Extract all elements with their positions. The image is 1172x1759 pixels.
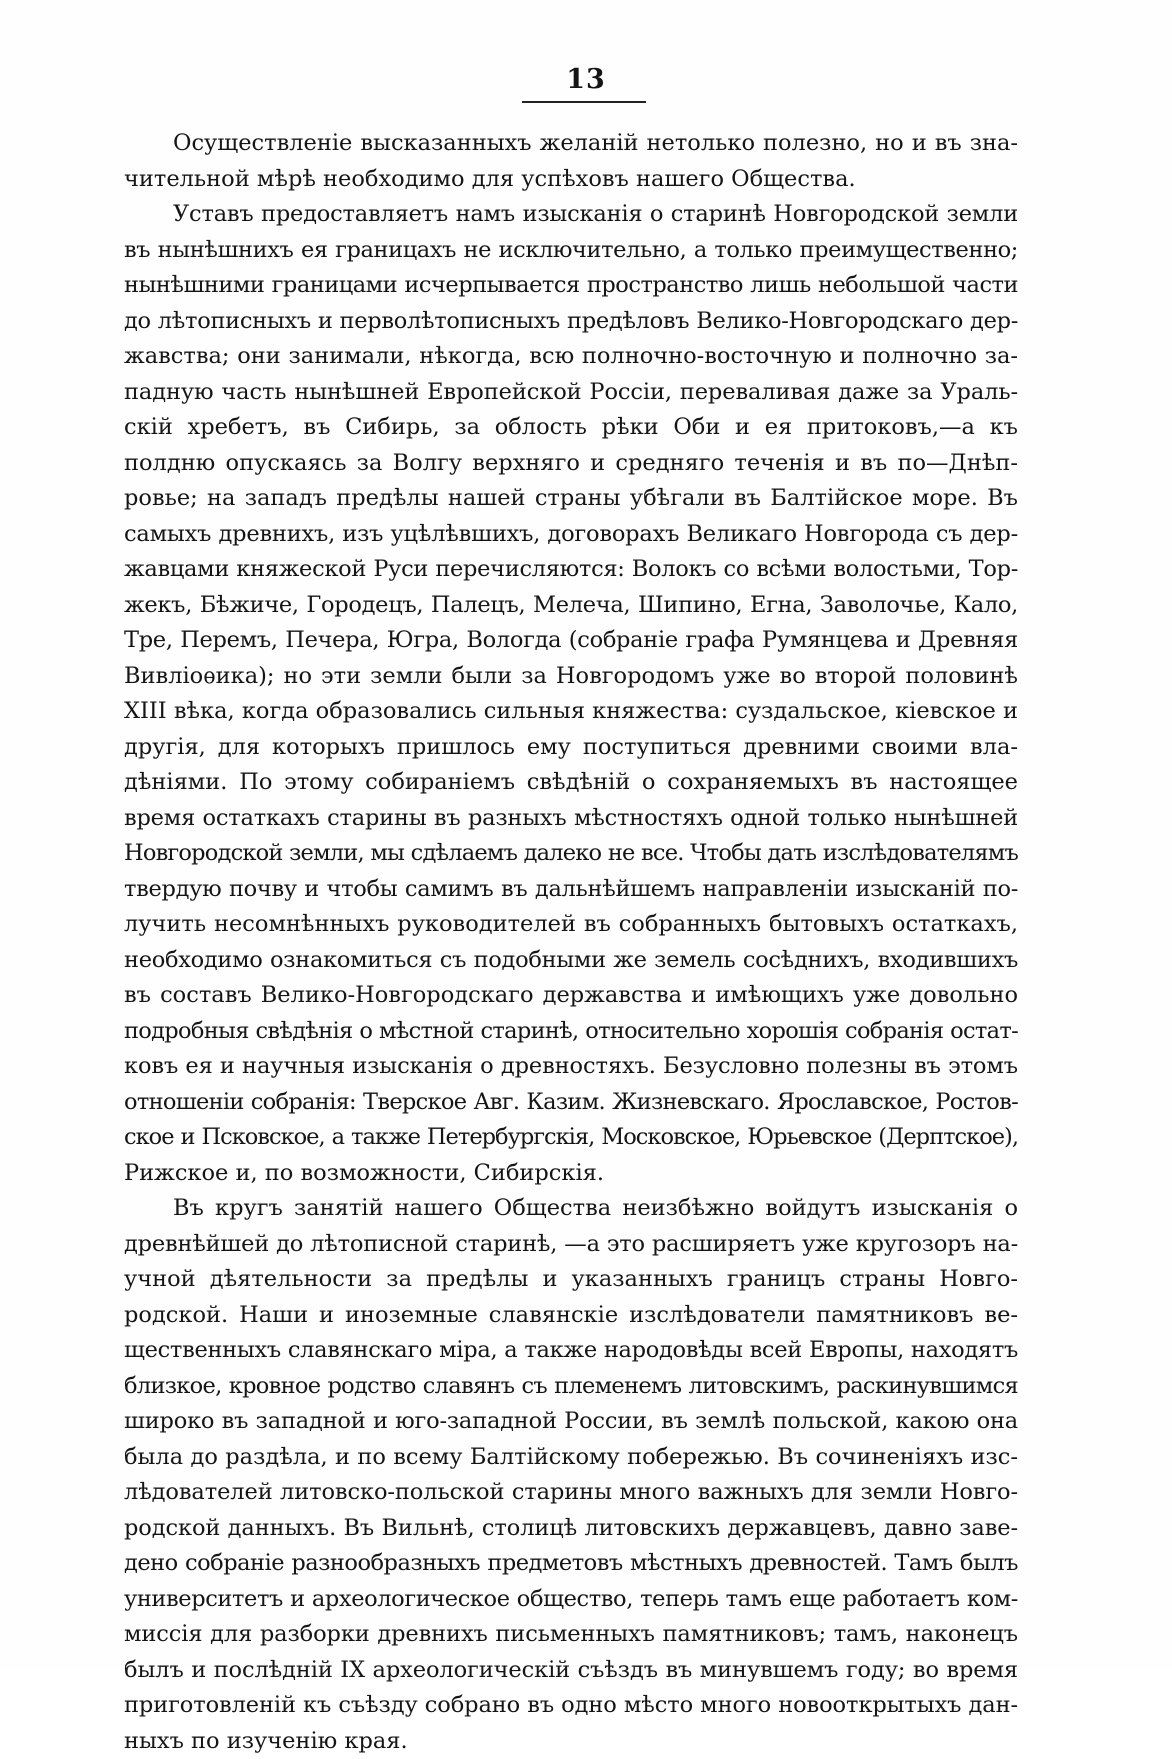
text-line: въ составъ Велико-Новгородскаго державства и имѣющихъ уже довольно (124, 978, 1018, 1014)
text-line: другія, для которыхъ пришлось ему поступиться древними своими вла- (124, 730, 1018, 766)
text-line: до лѣтописныхъ и перволѣтописныхъ предѣловъ Велико-Новгородскаго дер- (124, 304, 1018, 340)
text-line: широко въ западной и юго-западной России, въ землѣ польской, какою она (124, 1404, 1018, 1440)
text-line: близкое, кровное родство славянъ съ племенемъ литовскимъ, раскинувшимся (124, 1369, 1018, 1405)
text-line: ныхъ по изученію края. (124, 1724, 1018, 1759)
body-text (124, 126, 1018, 1759)
text-line: дѣніями. По этому собираніемъ свѣдѣній о сохраняемыхъ въ настоящее (124, 765, 1018, 801)
text-line: отношеніи собранія: Тверское Авг. Казим. Жизневскаго. Ярославское, Ростов- (124, 1085, 1018, 1121)
text-line: жавцами княжеской Руси перечисляются: Волокъ со всѣми волостьми, Тор- (124, 552, 1018, 588)
text-line: Рижское и, по возможности, Сибирскія. (124, 1156, 1018, 1192)
text-line: полдню опускаясь за Волгу верхняго и средняго теченія и въ по—Днѣп- (124, 446, 1018, 482)
text-line: родской данныхъ. Въ Вильнѣ, столицѣ литовскихъ державцевъ, давно заве- (124, 1511, 1018, 1547)
text-line: лучить несомнѣнныхъ руководителей въ собранныхъ бытовыхъ остаткахъ, (124, 907, 1018, 943)
text-line: университетъ и археологическое общество, теперь тамъ еще работаетъ ком- (124, 1582, 1018, 1618)
text-line: Уставъ предоставляетъ намъ изысканія о старинѣ Новгородской земли (124, 197, 1018, 233)
text-line: нынѣшними границами исчерпывается пространство лишь небольшой части (124, 268, 1018, 304)
paragraph (124, 197, 1018, 1191)
text-line: самыхъ древнихъ, изъ уцѣлѣвшихъ, договорахъ Великаго Новгорода съ дер- (124, 517, 1018, 553)
text-line: ковъ ея и научныя изысканія о древностяхъ. Безусловно полезны въ этомъ (124, 1049, 1018, 1085)
paragraph (124, 1191, 1018, 1759)
text-line: ровье; на западъ предѣлы нашей страны убѣгали въ Балтійское море. Въ (124, 481, 1018, 517)
text-line: скій хребетъ, въ Сибирь, за облость рѣки Оби и ея притоковъ,—а къ (124, 410, 1018, 446)
text-line: родской. Наши и иноземные славянскіе изслѣдователи памятниковъ ве- (124, 1298, 1018, 1334)
text-line: Вивліоѳика); но эти земли были за Новгородомъ уже во второй половинѣ (124, 659, 1018, 695)
text-line: приготовленій къ съѣзду собрано въ одно мѣсто много новооткрытыхъ дан- (124, 1688, 1018, 1724)
text-line: лѣдователей литовско-польской старины много важныхъ для земли Новго- (124, 1475, 1018, 1511)
text-line: дено собраніе разнообразныхъ предметовъ мѣстныхъ древностей. Тамъ былъ (124, 1546, 1018, 1582)
page-number-underline (522, 101, 646, 103)
text-line: былъ и послѣдній IX археологическій съѣздъ въ минувшемъ году; во время (124, 1653, 1018, 1689)
text-line: падную часть нынѣшней Европейской Россіи, переваливая даже за Ураль- (124, 375, 1018, 411)
text-line: время остаткахъ старины въ разныхъ мѣстностяхъ одной только нынѣшней (124, 801, 1018, 837)
text-line: XIII вѣка, когда образовались сильныя княжества: суздальское, кіевское и (124, 694, 1018, 730)
text-line: въ нынѣшнихъ ея границахъ не исключительно, а только преимущественно; (124, 233, 1018, 269)
page-number: 13 (0, 64, 1172, 95)
text-line: жавства; они занимали, нѣкогда, всю полночно-восточную и полночно за- (124, 339, 1018, 375)
text-line: учной дѣятельности за предѣлы и указанныхъ границъ страны Новго- (124, 1262, 1018, 1298)
text-line: подробныя свѣдѣнія о мѣстной старинѣ, относительно хорошія собранія остат- (124, 1014, 1018, 1050)
text-line: Новгородской земли, мы сдѣлаемъ далеко не все. Чтобы дать изслѣдователямъ (124, 836, 1018, 872)
text-line: жекъ, Бѣжиче, Городецъ, Палецъ, Мелеча, Шипино, Егна, Заволочье, Кало, (124, 588, 1018, 624)
text-line: Въ кругъ занятій нашего Общества неизбѣжно войдутъ изысканія о (124, 1191, 1018, 1227)
paragraph (124, 126, 1018, 197)
text-line: была до раздѣла, и по всему Балтійскому побережью. Въ сочиненіяхъ изс- (124, 1440, 1018, 1476)
text-line: необходимо ознакомиться съ подобными же земель сосѣднихъ, входившихъ (124, 943, 1018, 979)
text-line: чительной мѣрѣ необходимо для успѣховъ нашего Общества. (124, 162, 1018, 198)
text-line: Осуществленіе высказанныхъ желаній нетолько полезно, но и въ зна- (124, 126, 1018, 162)
text-line: древнѣйшей до лѣтописной старинѣ, —а это расширяетъ уже кругозоръ на- (124, 1227, 1018, 1263)
text-line: миссія для разборки древнихъ письменныхъ памятниковъ; тамъ, наконецъ (124, 1617, 1018, 1653)
text-line: щественныхъ славянскаго міра, а также народовѣды всей Европы, находятъ (124, 1333, 1018, 1369)
text-line: Тре, Перемъ, Печера, Югра, Вологда (собраніе графа Румянцева и Древняя (124, 623, 1018, 659)
text-line: твердую почву и чтобы самимъ въ дальнѣйшемъ направленіи изысканій по- (124, 872, 1018, 908)
text-line: ское и Псковское, а также Петербургскія, Московское, Юрьевское (Дерптское), (124, 1120, 1018, 1156)
